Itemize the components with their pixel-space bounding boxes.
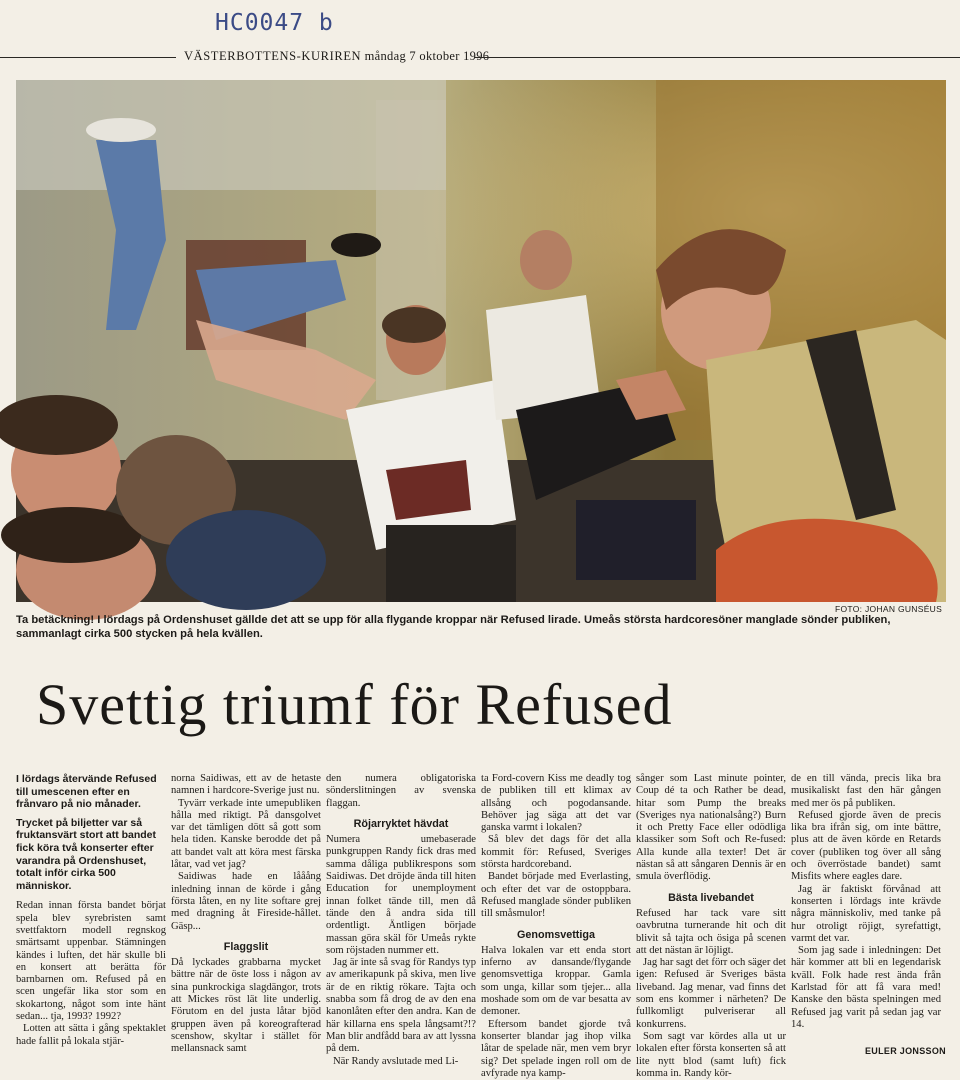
photo-credit: FOTO: JOHAN GUNSÉUS: [835, 604, 943, 614]
handwritten-archive-code: HC0047 b: [215, 10, 334, 36]
byline: EULER JONSSON: [865, 1046, 946, 1056]
masthead-rule-left: [0, 57, 176, 58]
ingress-paragraph: I lördags återvände Refused till umescenen efter en frånvaro på nio månader.: [16, 773, 157, 811]
subheading: Bästa livebandet: [668, 891, 754, 904]
column-2: [171, 773, 321, 1061]
column-3: [326, 773, 476, 1067]
subheading: Flaggslit: [223, 940, 269, 953]
body-paragraph: Tyvärr verkade inte umepubliken hålla med riktigt. På dansgolvet var det tämligen dött så gott som hela tiden. Kanske berodde det på att bandet valt att köra mest färska låtar, vad vet jag?: [171, 797, 321, 871]
masthead-rule-right: [474, 57, 960, 58]
article-body: [16, 773, 946, 1079]
body-paragraph: Bandet började med Everlasting, och efter det var de ostoppbara. Refused manglade sönder publiken till småsmulor!: [481, 871, 631, 920]
body-paragraph: Jag är faktiskt förvånad att konserten i lördags inte krävde några människoliv, med tanke på hur otroligt röjigt, syrefattigt, varmt det var.: [791, 883, 941, 944]
body-paragraph: Refused gjorde även de precis lika bra ifrån sig, om inte bättre, plus att de även körde en Retards cover (publiken tog över all sång och överröstade bandet) samt Misfits where eagles dare.: [791, 809, 941, 883]
body-paragraph: Då lyckades grabbarna mycket bättre när de öste loss i någon av sina punkrockiga slagdängor, trots att Mickes röst lät lite underlig. Förutom en del justa låtar bjöd gruppen även på koreografterad scenshow, skyltar i stället för mellansnack samt: [171, 957, 321, 1055]
body-paragraph: Jag är inte så svag för Randys typ av amerikapunk på skiva, men live är de en riktig rökare. Tajta och snabba som få drog de av den ena kanonlåten efter den andra. Kan de här killarna ens spela långsamt?!? Man blir andfådd bara av att lyssna på dem.: [326, 957, 476, 1055]
subheading: Röjarryktet hävdat: [353, 817, 449, 830]
column-1: [16, 773, 166, 1061]
body-paragraph: de en till vända, precis lika bra musikaliskt fast den här gången med mer ös på publiken.: [791, 773, 941, 809]
body-paragraph: Som sagt var kördes alla ut ur lokalen efter första konserten så att lite nytt blod (samt luft) fick komma in. Randy kör-: [636, 1030, 786, 1079]
body-paragraph: ta Ford-covern Kiss me deadly tog de publiken till ett klimax av allsång och pogodansande. Behöver jag säga att det var ganska varmt i lokalen?: [481, 773, 631, 834]
issue-date: måndag 7 oktober 1996: [364, 49, 490, 63]
body-paragraph: Eftersom bandet gjorde två konserter blandar jag ihop vilka låtar de spelade när, men vem bryr sig? Det spelade ingen roll om de avfyrade nya kamp-: [481, 1018, 631, 1079]
subheading: Genomsvettiga: [517, 928, 595, 941]
ingress-paragraph: Trycket på biljetter var så fruktansvärt stort att bandet fick köra två konserter efter varandra på Ordenshuset, totalt inför cirka 500 människor.: [16, 816, 157, 892]
column-6: [791, 773, 941, 1061]
body-paragraph: Saidiwas hade en lååång inledning innan de körde i gång första låten, en ny lite softare grej med dragning åt Fireside-hållet. Gäsp...: [171, 871, 321, 932]
column-5: [636, 773, 786, 1079]
body-paragraph: Numera umebaserade punkgruppen Randy fick dras med samma dåliga publikrespons som Saidiwas. Det dröjde ända till hiten Education for unemployment innan folket tände till, men då tände den å andra sida till ordentligt. Äntligen började massan göra skäl för Umeås rykte som röjstaden nummer ett.: [326, 834, 476, 956]
headline: Svettig triumf för Refused: [36, 672, 673, 737]
body-paragraph: Jag har sagt det förr och säger det igen: Refused är Sveriges bästa liveband. Jag menar, vad finns det som ens kommer i närheten? De fullkomligt pulveriserar all konkurrens.: [636, 957, 786, 1030]
concert-photo: [16, 80, 946, 602]
body-paragraph: Lotten att sätta i gång spektaklet hade fallit på lokala stjär-: [16, 1023, 166, 1047]
column-4: [481, 773, 631, 1079]
body-paragraph: norna Saidiwas, ett av de hetaste namnen i hardcore-Sverige just nu.: [171, 773, 321, 797]
newspaper-name: VÄSTERBOTTENS-KURIREN: [184, 49, 362, 63]
body-paragraph: Som jag sade i inledningen: Det här kommer att bli en legendarisk kväll. Folk hade rest ända från Karlstad för att få vara med! Kanske den bästa spelningen med Refused jag varit på sedan jag var 14.: [791, 945, 941, 1030]
ingress: [16, 773, 166, 892]
body-paragraph: Refused har tack vare sitt oavbrutna turnerande hit och dit blivit så tajta och ösiga på scenen att det nästan är löjligt.: [636, 907, 786, 956]
photo-caption: Ta betäckning! I lördags på Ordenshuset gällde det att se upp för alla flygande kroppar när Refused lirade. Umeås största hardcoresöner manglade sönder publiken, sammanlagt cirka 500 stycken på hela kvällen.: [16, 614, 891, 640]
body-paragraph: Redan innan första bandet börjat spela blev syrebristen samt svettfaktorn modell regnskog smärtsamt uppenbar. Stämningen kändes i luften, det här skulle bli en konsert att berätta för barnbarnen om. Refused på en scen ungefär lika stor som en skokartong, något som inte hänt sedan... tja, 1993? 1992?: [16, 900, 166, 1023]
body-paragraph: Så blev det dags för det alla kommit för: Refused, Sveriges största hardcoreband.: [481, 834, 631, 871]
body-paragraph: När Randy avslutade med Li-: [333, 1055, 459, 1067]
masthead: [184, 49, 489, 64]
body-paragraph: sånger som Last minute pointer, Coup dé ta och Rather be dead, hitar som Pump the breaks (Sveriges nya nationalsång?) Burn it och Pretty Face eller odödliga klassiker som Soft och Re-fused: Alla kunde alla texter! Det är nästan så att sångaren Dennis är en smula överflödig.: [636, 773, 786, 883]
body-paragraph: Halva lokalen var ett enda stort inferno av dansande/flygande genomsvettiga kroppar. Gamla som unga, killar som tjejer... alla moshade som om de var besatta av demoner.: [481, 944, 631, 1018]
body-paragraph: den numera obligatoriska sönderslitningen av svenska flaggan.: [326, 773, 476, 809]
